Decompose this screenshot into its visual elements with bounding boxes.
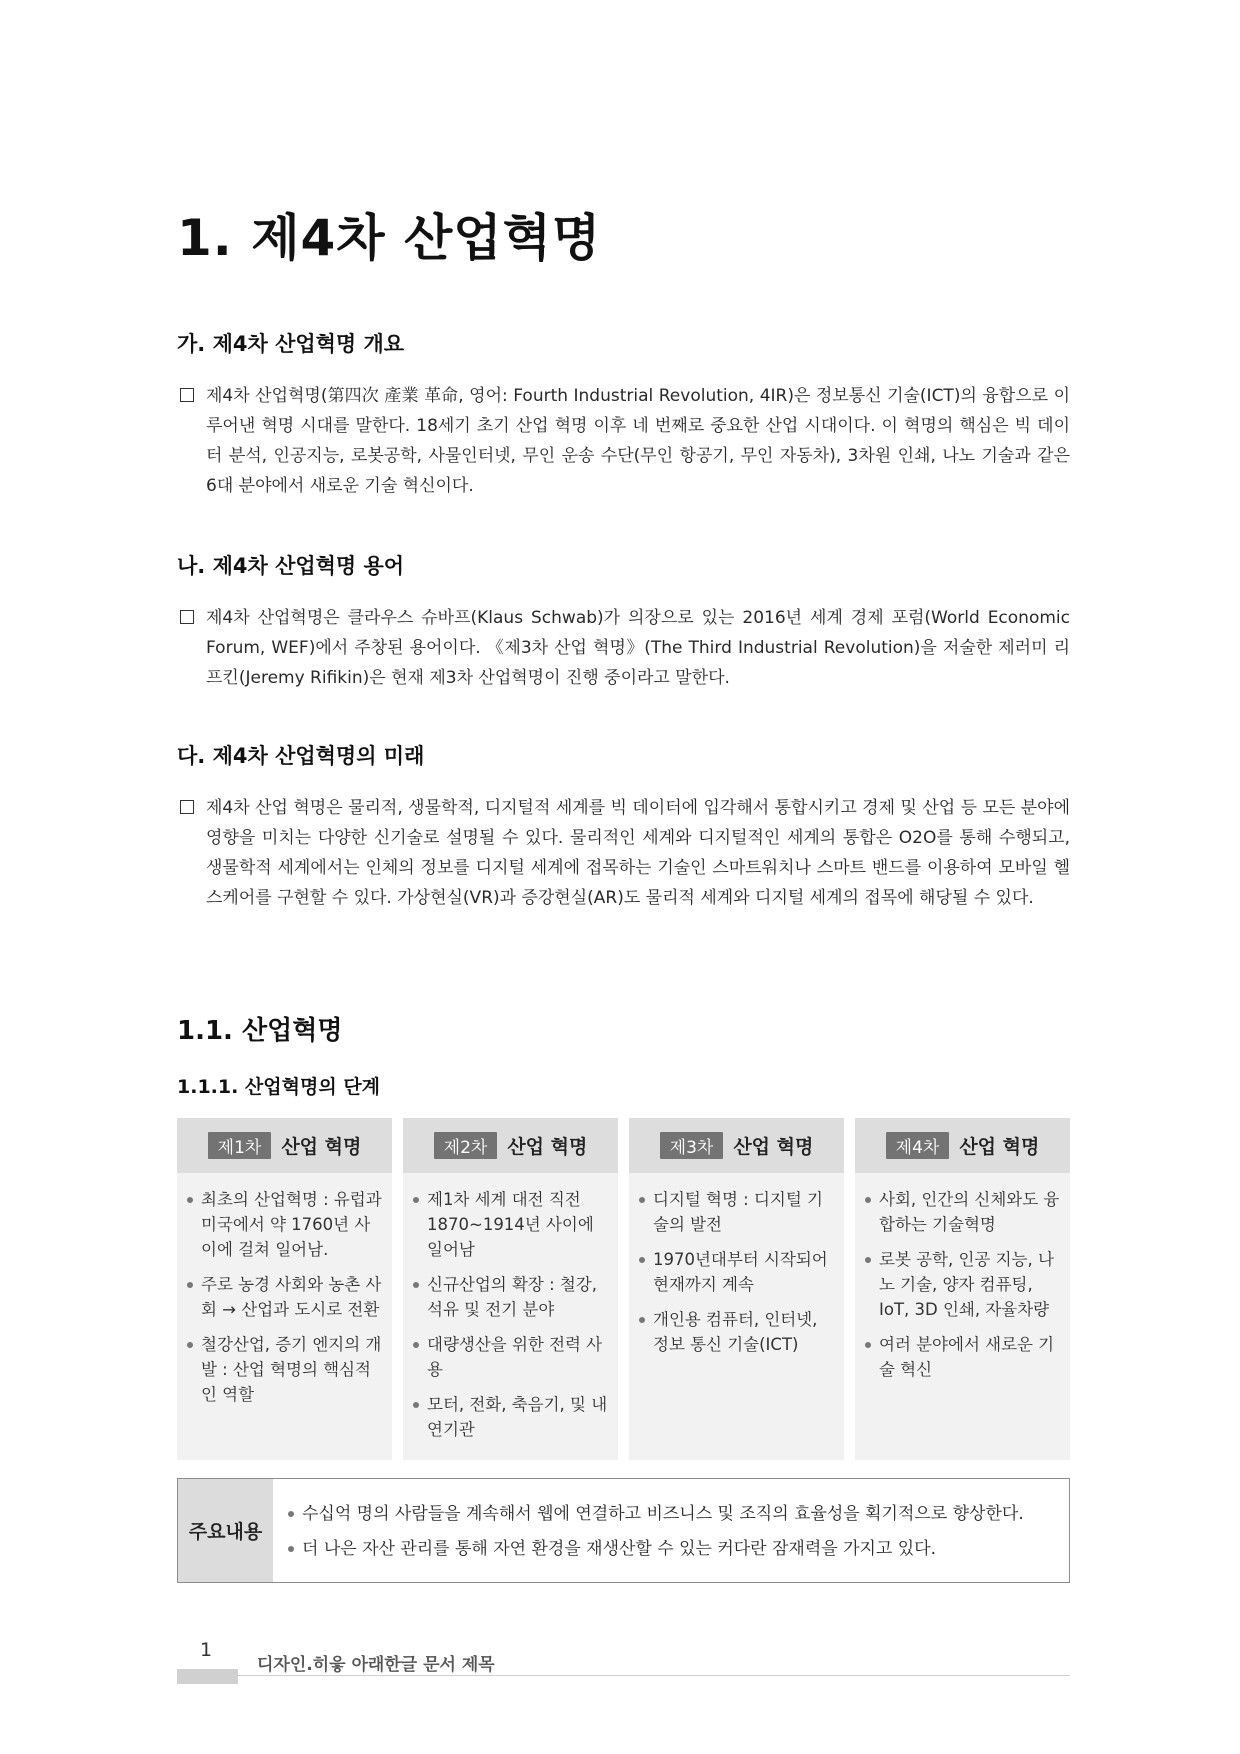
- paragraph-text: 제4차 산업혁명(第四次 產業 革命, 영어: Fourth Industrial Revolution, 4IR)은 정보통신 기술(ICT)의 융합으로 이루어낸 혁명 시대를 말한다. 18세기 초기 산업 혁명 이후 네 번째로 중요한 산업 시대이다. 이 혁명의 핵심은 빅 데이터 분석, 인공지능, 로봇공학, 사물인터넷, 무인 운송 수단(무인 항공기, 무인 자동차), 3차원 인쇄, 나노 기술과 같은 6대 분야에서 새로운 기술 혁신이다.: [206, 386, 1070, 496]
- stage-tag: 제3차: [660, 1132, 724, 1159]
- stage-card-2: [403, 1118, 618, 1460]
- stage-header: [629, 1118, 844, 1173]
- stage-tag: 제1차: [208, 1132, 272, 1159]
- section-paragraph-overview: [177, 381, 1070, 501]
- subsubsection-title: 1.1.1. 산업혁명의 단계: [177, 1076, 381, 1098]
- paragraph-text: 제4차 산업 혁명은 물리적, 생물학적, 디지털적 세계를 빅 데이터에 입각해서 통합시키고 경제 및 산업 등 모든 분야에 영향을 미치는 다양한 신기술로 설명될 수 있다. 물리적인 세계와 디지털적인 세계의 통합은 O2O를 통해 수행되고, 생물학적 세계에서는 인체의 정보를 디지털 세계에 접목하는 기술인 스마트워치나 스마트 밴드를 이용하여 모바일 헬스케어를 구현할 수 있다. 가상현실(VR)과 증강현실(AR)도 물리적 세계와 디지털 세계의 접목에 해당될 수 있다.: [206, 798, 1070, 908]
- stage-list: [629, 1173, 844, 1357]
- subsection-title: 1.1. 산업혁명: [177, 1016, 343, 1046]
- list-item: 더 나은 자산 관리를 통해 자연 환경을 재생산할 수 있는 커다란 잠재력을 가지고 있다.: [287, 1532, 1024, 1567]
- list-item: 디지털 혁명 : 디지털 기술의 발전: [637, 1187, 836, 1237]
- chapter-title: 1. 제4차 산업혁명: [177, 209, 602, 267]
- list-item: 신규산업의 확장 : 철강, 석유 및 전기 분야: [411, 1272, 610, 1322]
- key-points-box: [177, 1478, 1070, 1583]
- stage-tag: 제4차: [886, 1132, 950, 1159]
- section-heading-terminology: 나. 제4차 산업혁명 용어: [177, 554, 405, 578]
- footer-divider: [238, 1675, 1070, 1676]
- list-item: 로봇 공학, 인공 지능, 나노 기술, 양자 컴퓨팅, IoT, 3D 인쇄, 자율차량: [863, 1247, 1062, 1322]
- stage-label: 산업 혁명: [281, 1136, 362, 1158]
- stage-list: [177, 1173, 392, 1407]
- stage-list: [855, 1173, 1070, 1382]
- stage-card-4: [855, 1118, 1070, 1460]
- list-item: 사회, 인간의 신체와도 융합하는 기술혁명: [863, 1187, 1062, 1237]
- page-number: 1: [200, 1639, 213, 1661]
- stage-header: [855, 1118, 1070, 1173]
- stage-label: 산업 혁명: [507, 1136, 588, 1158]
- stage-label: 산업 혁명: [733, 1136, 814, 1158]
- stage-header: [403, 1118, 618, 1173]
- list-item: 수십억 명의 사람들을 계속해서 웹에 연결하고 비즈니스 및 조직의 효율성을 획기적으로 향상한다.: [287, 1497, 1024, 1532]
- list-item: 주로 농경 사회와 농촌 사회 → 산업과 도시로 전환: [185, 1272, 384, 1322]
- footer-accent-bar: [177, 1669, 238, 1684]
- stage-tag: 제2차: [434, 1132, 498, 1159]
- checkbox-bullet-icon: [180, 610, 194, 624]
- list-item: 최초의 산업혁명 : 유럽과 미국에서 약 1760년 사이에 걸쳐 일어남.: [185, 1187, 384, 1262]
- list-item: 개인용 컴퓨터, 인터넷, 정보 통신 기술(ICT): [637, 1307, 836, 1357]
- stage-card-1: [177, 1118, 392, 1460]
- stage-list: [403, 1173, 618, 1442]
- list-item: 철강산업, 증기 엔지의 개발 : 산업 혁명의 핵심적인 역할: [185, 1332, 384, 1407]
- list-item: 1970년대부터 시작되어 현재까지 계속: [637, 1247, 836, 1297]
- section-paragraph-terminology: [177, 603, 1070, 693]
- paragraph-text: 제4차 산업혁명은 클라우스 슈바프(Klaus Schwab)가 의장으로 있는 2016년 세계 경제 포럼(World Economic Forum, WEF)에서 주창된 용어이다. 《제3차 산업 혁명》(The Third Industrial Revolution)을 저술한 제러미 리프킨(Jeremy Rifikin)은 현재 제3차 산업혁명이 진행 중이라고 말한다.: [206, 608, 1070, 688]
- checkbox-bullet-icon: [180, 388, 194, 402]
- stage-card-3: [629, 1118, 844, 1460]
- list-item: 여러 분야에서 새로운 기술 혁신: [863, 1332, 1062, 1382]
- section-paragraph-future: [177, 793, 1070, 913]
- checkbox-bullet-icon: [180, 800, 194, 814]
- list-item: 모터, 전화, 축음기, 및 내연기관: [411, 1392, 610, 1442]
- list-item: 대량생산을 위한 전력 사용: [411, 1332, 610, 1382]
- key-points-list: [273, 1479, 1024, 1582]
- stage-label: 산업 혁명: [959, 1136, 1040, 1158]
- footer-document-title: 디자인.히읗 아래한글 문서 제목: [257, 1655, 495, 1675]
- key-points-label: 주요내용: [178, 1479, 273, 1582]
- section-heading-overview: 가. 제4차 산업혁명 개요: [177, 332, 405, 356]
- revolution-stages: [177, 1118, 1070, 1460]
- stage-header: [177, 1118, 392, 1173]
- list-item: 제1차 세계 대전 직전 1870~1914년 사이에 일어남: [411, 1187, 610, 1262]
- section-heading-future: 다. 제4차 산업혁명의 미래: [177, 744, 425, 768]
